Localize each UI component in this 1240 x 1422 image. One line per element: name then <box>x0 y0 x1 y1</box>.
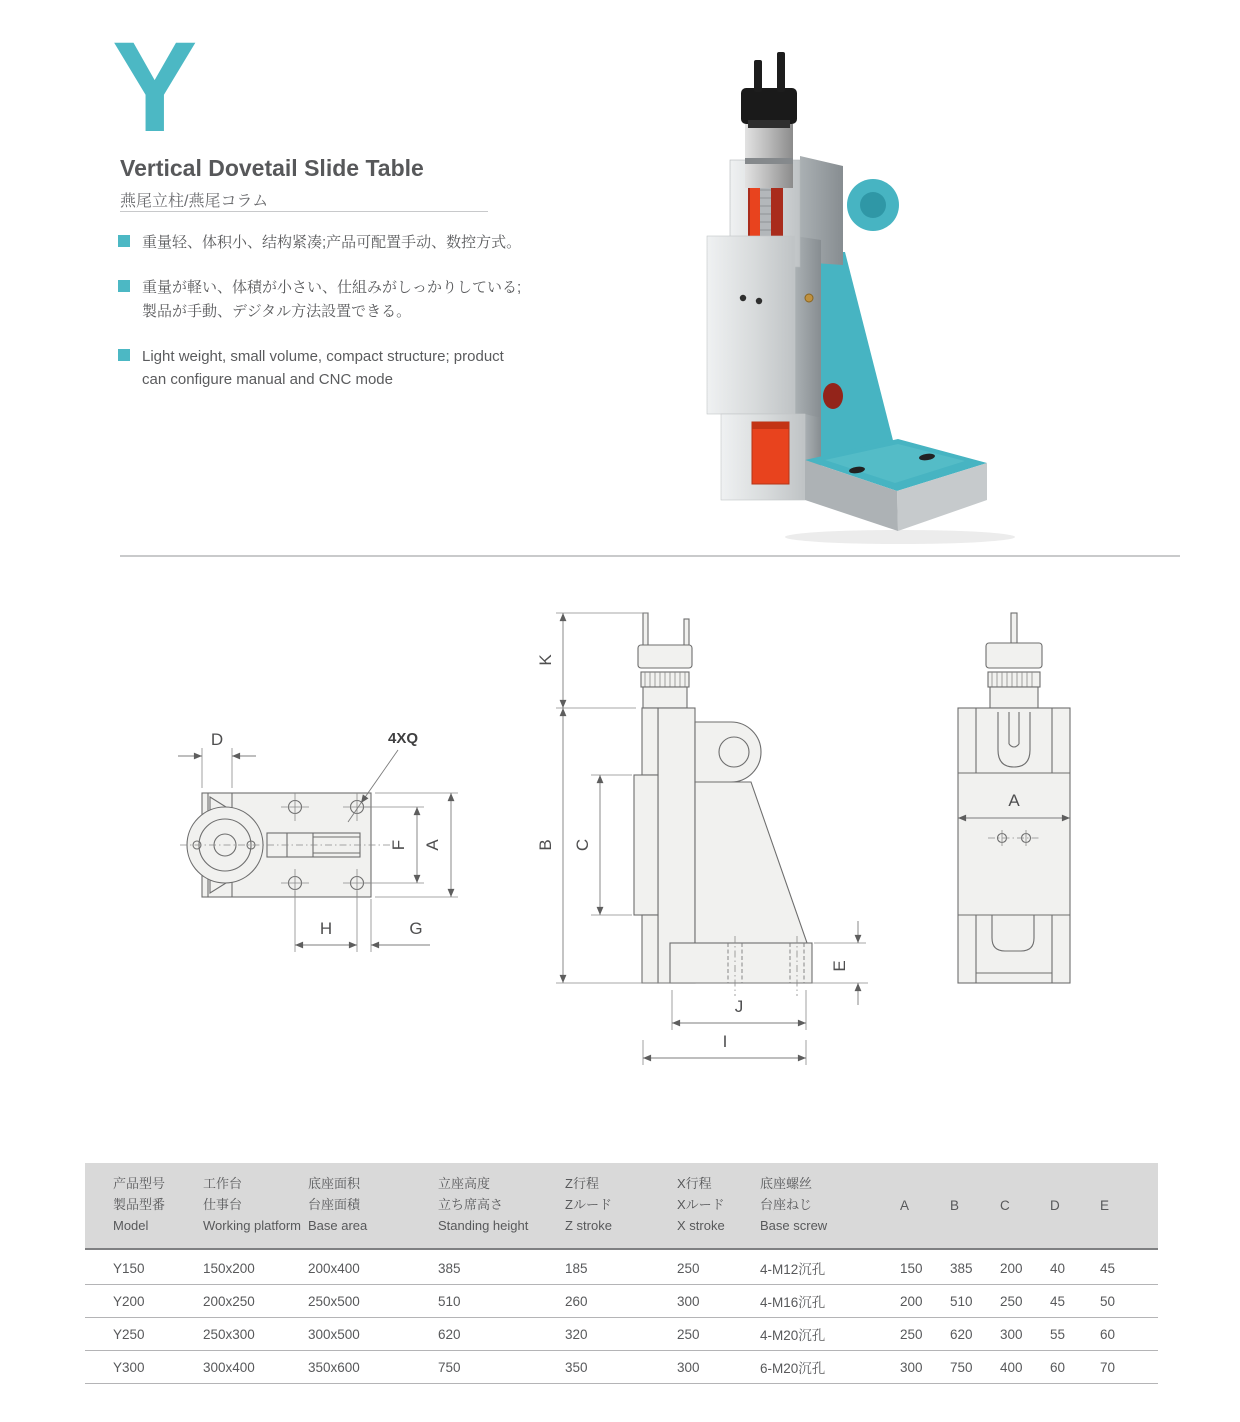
dim-label-c: C <box>573 838 592 852</box>
cell-z-stroke: 260 <box>565 1293 588 1309</box>
cell-e: 45 <box>1100 1260 1116 1276</box>
cell-standing-height: 510 <box>438 1293 461 1309</box>
header-ja: 製品型番 <box>113 1197 166 1212</box>
cell-working-platform: 250x300 <box>203 1326 255 1342</box>
cell-x-stroke: 250 <box>677 1260 700 1276</box>
header-en: X stroke <box>677 1218 725 1233</box>
cell-b: 510 <box>950 1293 973 1309</box>
header-cell-dim-b: B <box>950 1198 960 1213</box>
header-cell-base-area <box>308 1163 438 1248</box>
cell-d: 40 <box>1050 1260 1066 1276</box>
title-divider <box>120 211 488 212</box>
cell-b: 385 <box>950 1260 973 1276</box>
table-row-y150 <box>85 1252 1158 1285</box>
cell-c: 200 <box>1000 1260 1023 1276</box>
header-zh: 工作台 <box>203 1176 243 1191</box>
dim-label-i: I <box>722 1032 728 1051</box>
cell-base-screw: 4-M12沉孔 <box>760 1262 826 1277</box>
header-zh: 立座高度 <box>438 1176 491 1191</box>
cell-x-stroke: 300 <box>677 1359 700 1375</box>
cell-model: Y300 <box>113 1359 145 1375</box>
cell-standing-height: 620 <box>438 1326 461 1342</box>
spec-table-body <box>85 1252 1158 1384</box>
header-cell-model <box>113 1163 203 1248</box>
cell-standing-height: 385 <box>438 1260 461 1276</box>
slide-table-render <box>707 52 1015 544</box>
feature-list <box>118 231 528 413</box>
header-ja: 台座面積 <box>308 1197 361 1212</box>
cell-base-screw: 4-M16沉孔 <box>760 1295 826 1310</box>
header-cell-x-stroke <box>677 1163 760 1248</box>
header-ja: 台座ねじ <box>760 1197 813 1212</box>
cell-c: 250 <box>1000 1293 1023 1309</box>
cell-standing-height: 750 <box>438 1359 461 1375</box>
header-en: Base screw <box>760 1218 828 1233</box>
header-ja: Zルード <box>565 1197 612 1212</box>
header-ja: Xルード <box>677 1197 725 1212</box>
header-ja: 仕事台 <box>203 1197 243 1212</box>
table-row-y250 <box>85 1318 1158 1351</box>
header-zh: 底座螺丝 <box>760 1176 813 1191</box>
cell-c: 400 <box>1000 1359 1023 1375</box>
cell-working-platform: 150x200 <box>203 1260 255 1276</box>
header-zh: Z行程 <box>565 1176 599 1191</box>
cell-a: 300 <box>900 1359 923 1375</box>
cell-e: 60 <box>1100 1326 1116 1342</box>
cell-z-stroke: 320 <box>565 1326 588 1342</box>
cell-x-stroke: 300 <box>677 1293 700 1309</box>
dim-label-h: H <box>319 919 333 938</box>
header-zh: X行程 <box>677 1176 712 1191</box>
header-cell-working-platform <box>203 1163 308 1248</box>
cell-base-area: 350x600 <box>308 1359 360 1375</box>
header-cell-dim-a: A <box>900 1198 910 1213</box>
cell-base-area: 300x500 <box>308 1326 360 1342</box>
cell-model: Y200 <box>113 1293 145 1309</box>
feature-item-cn <box>118 231 528 254</box>
header-ja: 立ち席高さ <box>438 1197 504 1212</box>
cell-model: Y250 <box>113 1326 145 1342</box>
header-en: Base area <box>308 1218 368 1233</box>
bullet-square-icon <box>118 235 130 247</box>
cell-z-stroke: 350 <box>565 1359 588 1375</box>
bullet-square-icon <box>118 280 130 292</box>
header-cell-dim-c: C <box>1000 1198 1010 1213</box>
table-row-y200 <box>85 1285 1158 1318</box>
spec-table-header <box>85 1163 1158 1250</box>
dim-label-e: E <box>830 960 849 972</box>
header-en: Z stroke <box>565 1218 612 1233</box>
header-en: Working platform <box>203 1218 302 1233</box>
cell-d: 45 <box>1050 1293 1066 1309</box>
front-view-drawing <box>958 613 1070 983</box>
cell-x-stroke: 250 <box>677 1326 700 1342</box>
top-view-drawing <box>178 730 458 952</box>
technical-drawings <box>0 585 1240 1115</box>
cell-c: 300 <box>1000 1326 1023 1342</box>
cell-working-platform: 200x250 <box>203 1293 255 1309</box>
header-zh: 产品型号 <box>113 1176 166 1191</box>
header-cell-z-stroke <box>565 1163 677 1248</box>
header-en: Model <box>113 1218 149 1233</box>
dim-label-4xq: 4XQ <box>388 730 419 747</box>
feature-text: 重量轻、体积小、结构紧凑;产品可配置手动、数控方式。 <box>142 234 522 251</box>
cell-base-screw: 4-M20沉孔 <box>760 1328 826 1343</box>
dim-label-a-front: A <box>1008 791 1020 810</box>
dim-label-j: J <box>734 997 744 1016</box>
series-letter: Y <box>112 16 198 159</box>
bullet-square-icon <box>118 349 130 361</box>
side-view-drawing <box>536 613 868 1065</box>
dim-label-g: G <box>409 919 423 938</box>
cell-a: 200 <box>900 1293 923 1309</box>
feature-text: 重量が軽い、体積が小さい、仕組みがしっかりしている; 製品が手動、デジタル方法設置できる。 <box>142 279 522 320</box>
cell-b: 620 <box>950 1326 973 1342</box>
cell-d: 60 <box>1050 1359 1066 1375</box>
dim-label-f: F <box>389 839 408 851</box>
cell-base-screw: 6-M20沉孔 <box>760 1361 826 1376</box>
cell-e: 50 <box>1100 1293 1116 1309</box>
header-en: Standing height <box>438 1218 529 1233</box>
dim-label-d: D <box>210 730 224 749</box>
cell-working-platform: 300x400 <box>203 1359 255 1375</box>
header-cell-base-screw <box>760 1163 900 1248</box>
section-divider <box>120 555 1180 557</box>
cell-base-area: 250x500 <box>308 1293 360 1309</box>
product-photo <box>655 40 1085 545</box>
page-subtitle: 燕尾立柱/燕尾コラム <box>120 193 269 210</box>
feature-item-jp <box>118 276 528 323</box>
dim-label-b: B <box>536 839 555 851</box>
header-cell-dim-e: E <box>1100 1198 1110 1213</box>
feature-item-en <box>118 345 528 392</box>
cell-d: 55 <box>1050 1326 1066 1342</box>
cell-e: 70 <box>1100 1359 1116 1375</box>
dim-label-a-top: A <box>423 839 442 851</box>
feature-text: Light weight, small volume, compact structure; product can configure manual and CNC mode <box>142 347 504 388</box>
dim-label-k: K <box>536 654 555 666</box>
header-cell-standing-height <box>438 1163 565 1248</box>
cell-base-area: 200x400 <box>308 1260 360 1276</box>
cell-model: Y150 <box>113 1260 145 1276</box>
cell-a: 150 <box>900 1260 923 1276</box>
header-zh: 底座面积 <box>308 1176 361 1191</box>
cell-z-stroke: 185 <box>565 1260 588 1276</box>
cell-b: 750 <box>950 1359 973 1375</box>
table-row-y300 <box>85 1351 1158 1384</box>
header-cell-dim-d: D <box>1050 1198 1060 1213</box>
cell-a: 250 <box>900 1326 923 1342</box>
page-title: Vertical Dovetail Slide Table <box>120 155 424 181</box>
